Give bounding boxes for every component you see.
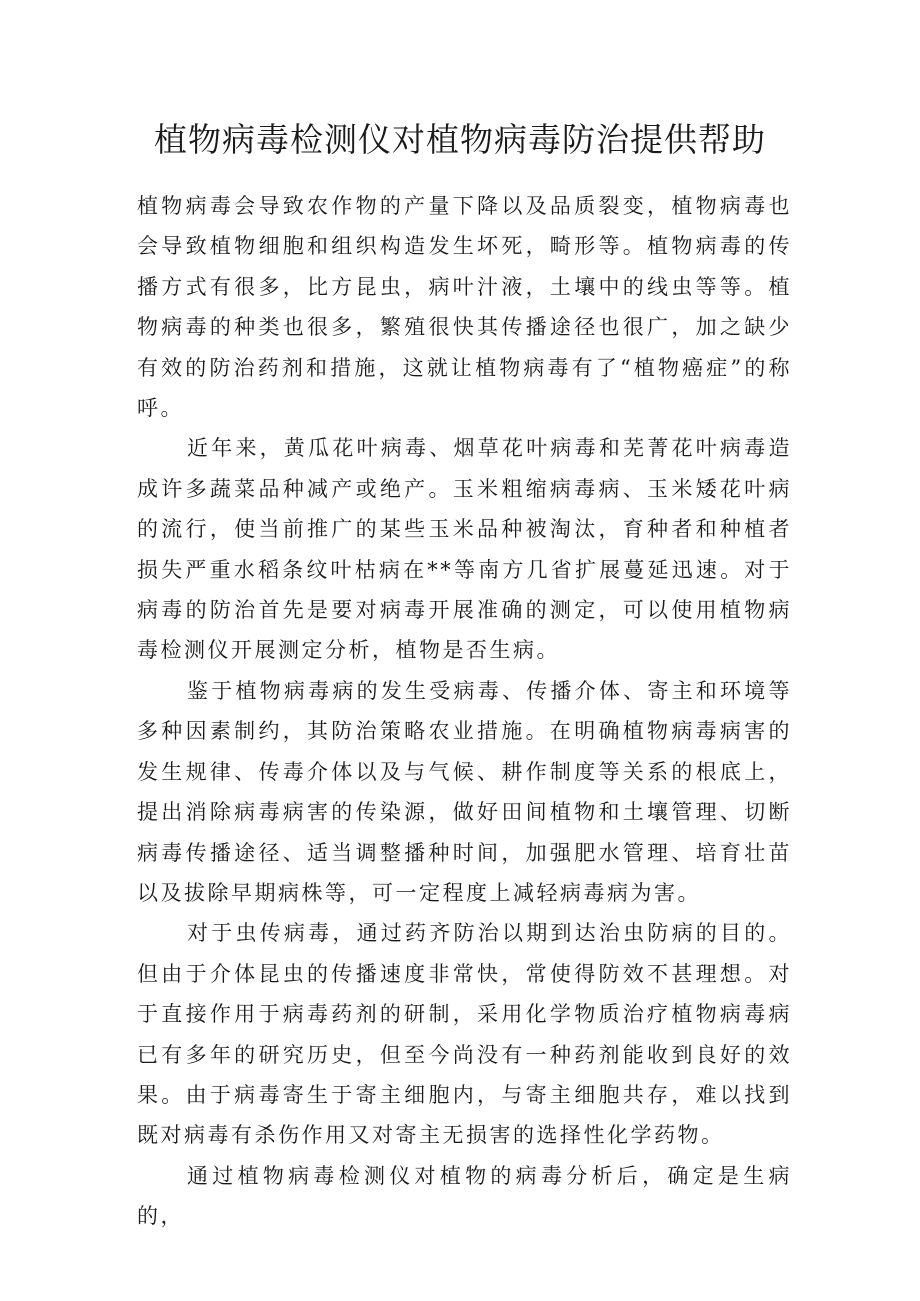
paragraph-5: 通过植物病毒检测仪对植物的病毒分析后，确定是生病的， — [137, 1163, 792, 1229]
document-title: 植物病毒检测仪对植物病毒防治提供帮助 — [154, 120, 766, 159]
paragraph-4: 对于虫传病毒，通过药齐防治以期到达治虫防病的目的。但由于介体昆虫的传播速度非常快，常使得防效不甚理想。对于直接作用于病毒药剂的研制，采用化学物质治疗植物病毒病已有多年的研究历史，但至今尚没有一种药剂能收到良好的效果。由于病毒寄生于寄主细胞内，与寄主细胞共存，难以找到既对病毒有杀伤作用又对寄主无损害的选择性化学药物。 — [137, 921, 792, 1148]
paragraph-1: 植物病毒会导致农作物的产量下降以及品质裂变，植物病毒也会导致植物细胞和组织构造发生坏死，畸形等。植物病毒的传播方式有很多，比方昆虫，病叶汁液，土壤中的线虫等等。植物病毒的种类也很多，繁殖很快其传播途径也很广，加之缺少有效的防治药剂和措施，这就让植物病毒有了“植物癌症”的称呼。 — [137, 194, 792, 421]
paragraph-2: 近年来，黄瓜花叶病毒、烟草花叶病毒和芜菁花叶病毒造成许多蔬菜品种减产或绝产。玉米粗缩病毒病、玉米矮花叶病的流行，使当前推广的某些玉米品种被淘汰，育种者和种植者损失严重水稻条纹叶枯病在**等南方几省扩展蔓延迅速。对于病毒的防治首先是要对病毒开展准确的测定，可以使用植物病毒检测仪开展测定分析，植物是否生病。 — [137, 436, 792, 663]
document-body — [137, 186, 792, 1237]
paragraph-3: 鉴于植物病毒病的发生受病毒、传播介体、寄主和环境等多种因素制约，其防治策略农业措施。在明确植物病毒病害的发生规律、传毒介体以及与气候、耕作制度等关系的根底上，提出消除病毒病害的传染源，做好田间植物和土壤管理、切断病毒传播途径、适当调整播种时间，加强肥水管理、培育壮苗以及拔除早期病株等，可一定程度上减轻病毒病为害。 — [137, 678, 792, 905]
